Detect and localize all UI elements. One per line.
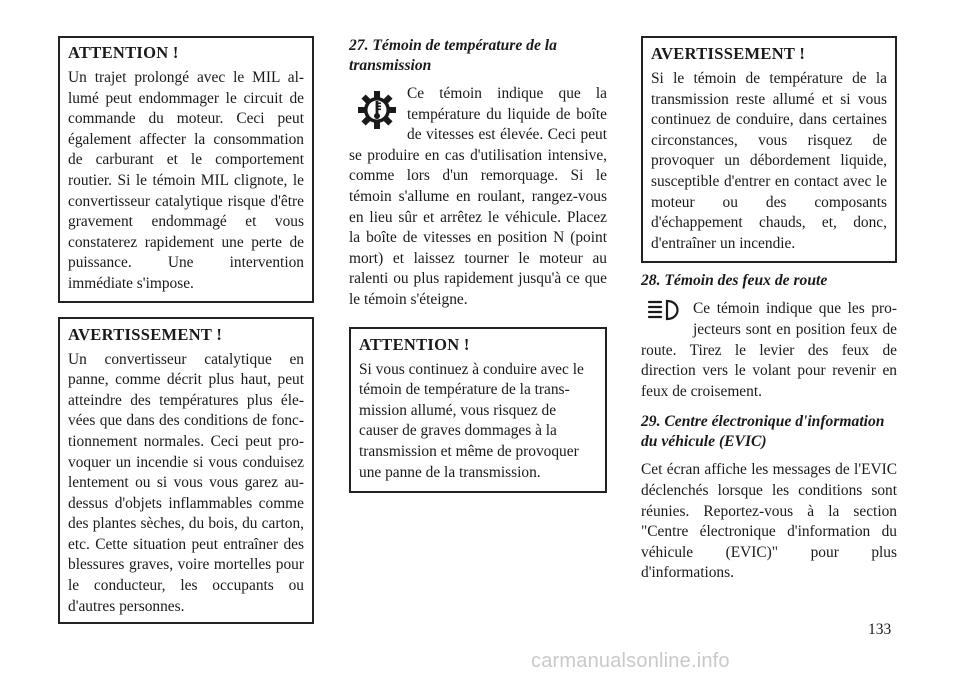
- left-column: [58, 36, 314, 638]
- attention-body: Un trajet prolongé avec le MIL allumé peut endommager le circuit de commande du moteur. Ceci peut également affecter la consommation de carburant et le comportement routier. Si le témoin MIL clignote, le convertisseur catalytique risque d'être gravement endommagé et vous constaterez rapidement une perte de puissance. Une intervention immédiate s'impose.: [68, 69, 304, 292]
- attention-box-mil: [58, 36, 314, 303]
- section-29-body: Cet écran affiche les messages de l'EVIC déclenchés lorsque les conditions sont réunies. Reportez-vous à la section "Centre électronique d'information du véhicule (EVIC)" pour plus d'informations.: [641, 461, 897, 582]
- page-number: 133: [868, 621, 892, 638]
- transmission-temperature-gear-icon: [357, 90, 397, 134]
- watermark: carmanualsonline.info: [531, 650, 730, 672]
- section-28-heading: 28. Témoin des feux de route: [641, 272, 828, 290]
- warning-body: Un convertisseur catalytique en panne, comme décrit plus haut, peut atteindre des températures plus élevées que dans des conditions de fonctionnement normales. Ceci peut provoquer un incendie si vous conduisez lentement ou si vous vous garez au-dessus d'objets inflammables comme des plantes sèches, du bois, du carton, etc. Cette situation peut entraîner des blessures graves, voire mortelles pour le conducteur, les occupants ou d'autres personnes.: [68, 350, 304, 615]
- section-27-body: Ce témoin indique que la température du liquide de boîte de vitesses est élevée. Ceci peut se produire en cas d'utilisation intensive, comme lors d'un remorquage. Si le témoin s'allume en roulant, rangez-vous en lieu sûr et arrêtez le véhicule. Placez la boîte de vitesses en position N (point mort) et laissez tourner le moteur au ralenti ou plus rapidement jusqu'à ce que le témoin s'éteigne.: [349, 85, 607, 308]
- attention-title: ATTENTION !: [359, 334, 470, 354]
- attention-box-transmission: [349, 327, 607, 494]
- warning-box-catalytic: [58, 317, 314, 625]
- warning-box-transmission: [641, 36, 897, 263]
- section-28-body: Ce témoin indique que les projecteurs sont en position feux de route. Tirez le levier des feux de direction vers le volant pour revenir en feux de croisement.: [641, 300, 897, 400]
- section-27-heading: 27. Témoin de température de la transmission: [349, 37, 557, 74]
- middle-column: [349, 36, 607, 507]
- warning-body: Si le témoin de température de la transmission reste allumé et si vous continuez de conduire, dans certaines circonstances, vous risquez de provoquer un débordement liquide, susceptible d'entrer en contact avec le moteur ou des composants d'échappement chauds, et, donc, d'entraîner un incendie.: [651, 70, 887, 252]
- high-beam-headlight-icon: [647, 299, 683, 325]
- warning-title: AVERTISSEMENT !: [651, 44, 806, 63]
- attention-title: ATTENTION !: [68, 43, 179, 62]
- section-29-heading: 29. Centre électronique d'information du véhicule (EVIC): [641, 413, 885, 451]
- warning-title: AVERTISSEMENT !: [68, 324, 223, 344]
- right-column: [641, 36, 897, 594]
- attention-body: Si vous continuez à conduire avec le témoin de température de la transmission allumé, vous risquez de causer de graves dommages à la transmission et même de provoquer une panne de la transmission.: [359, 360, 584, 481]
